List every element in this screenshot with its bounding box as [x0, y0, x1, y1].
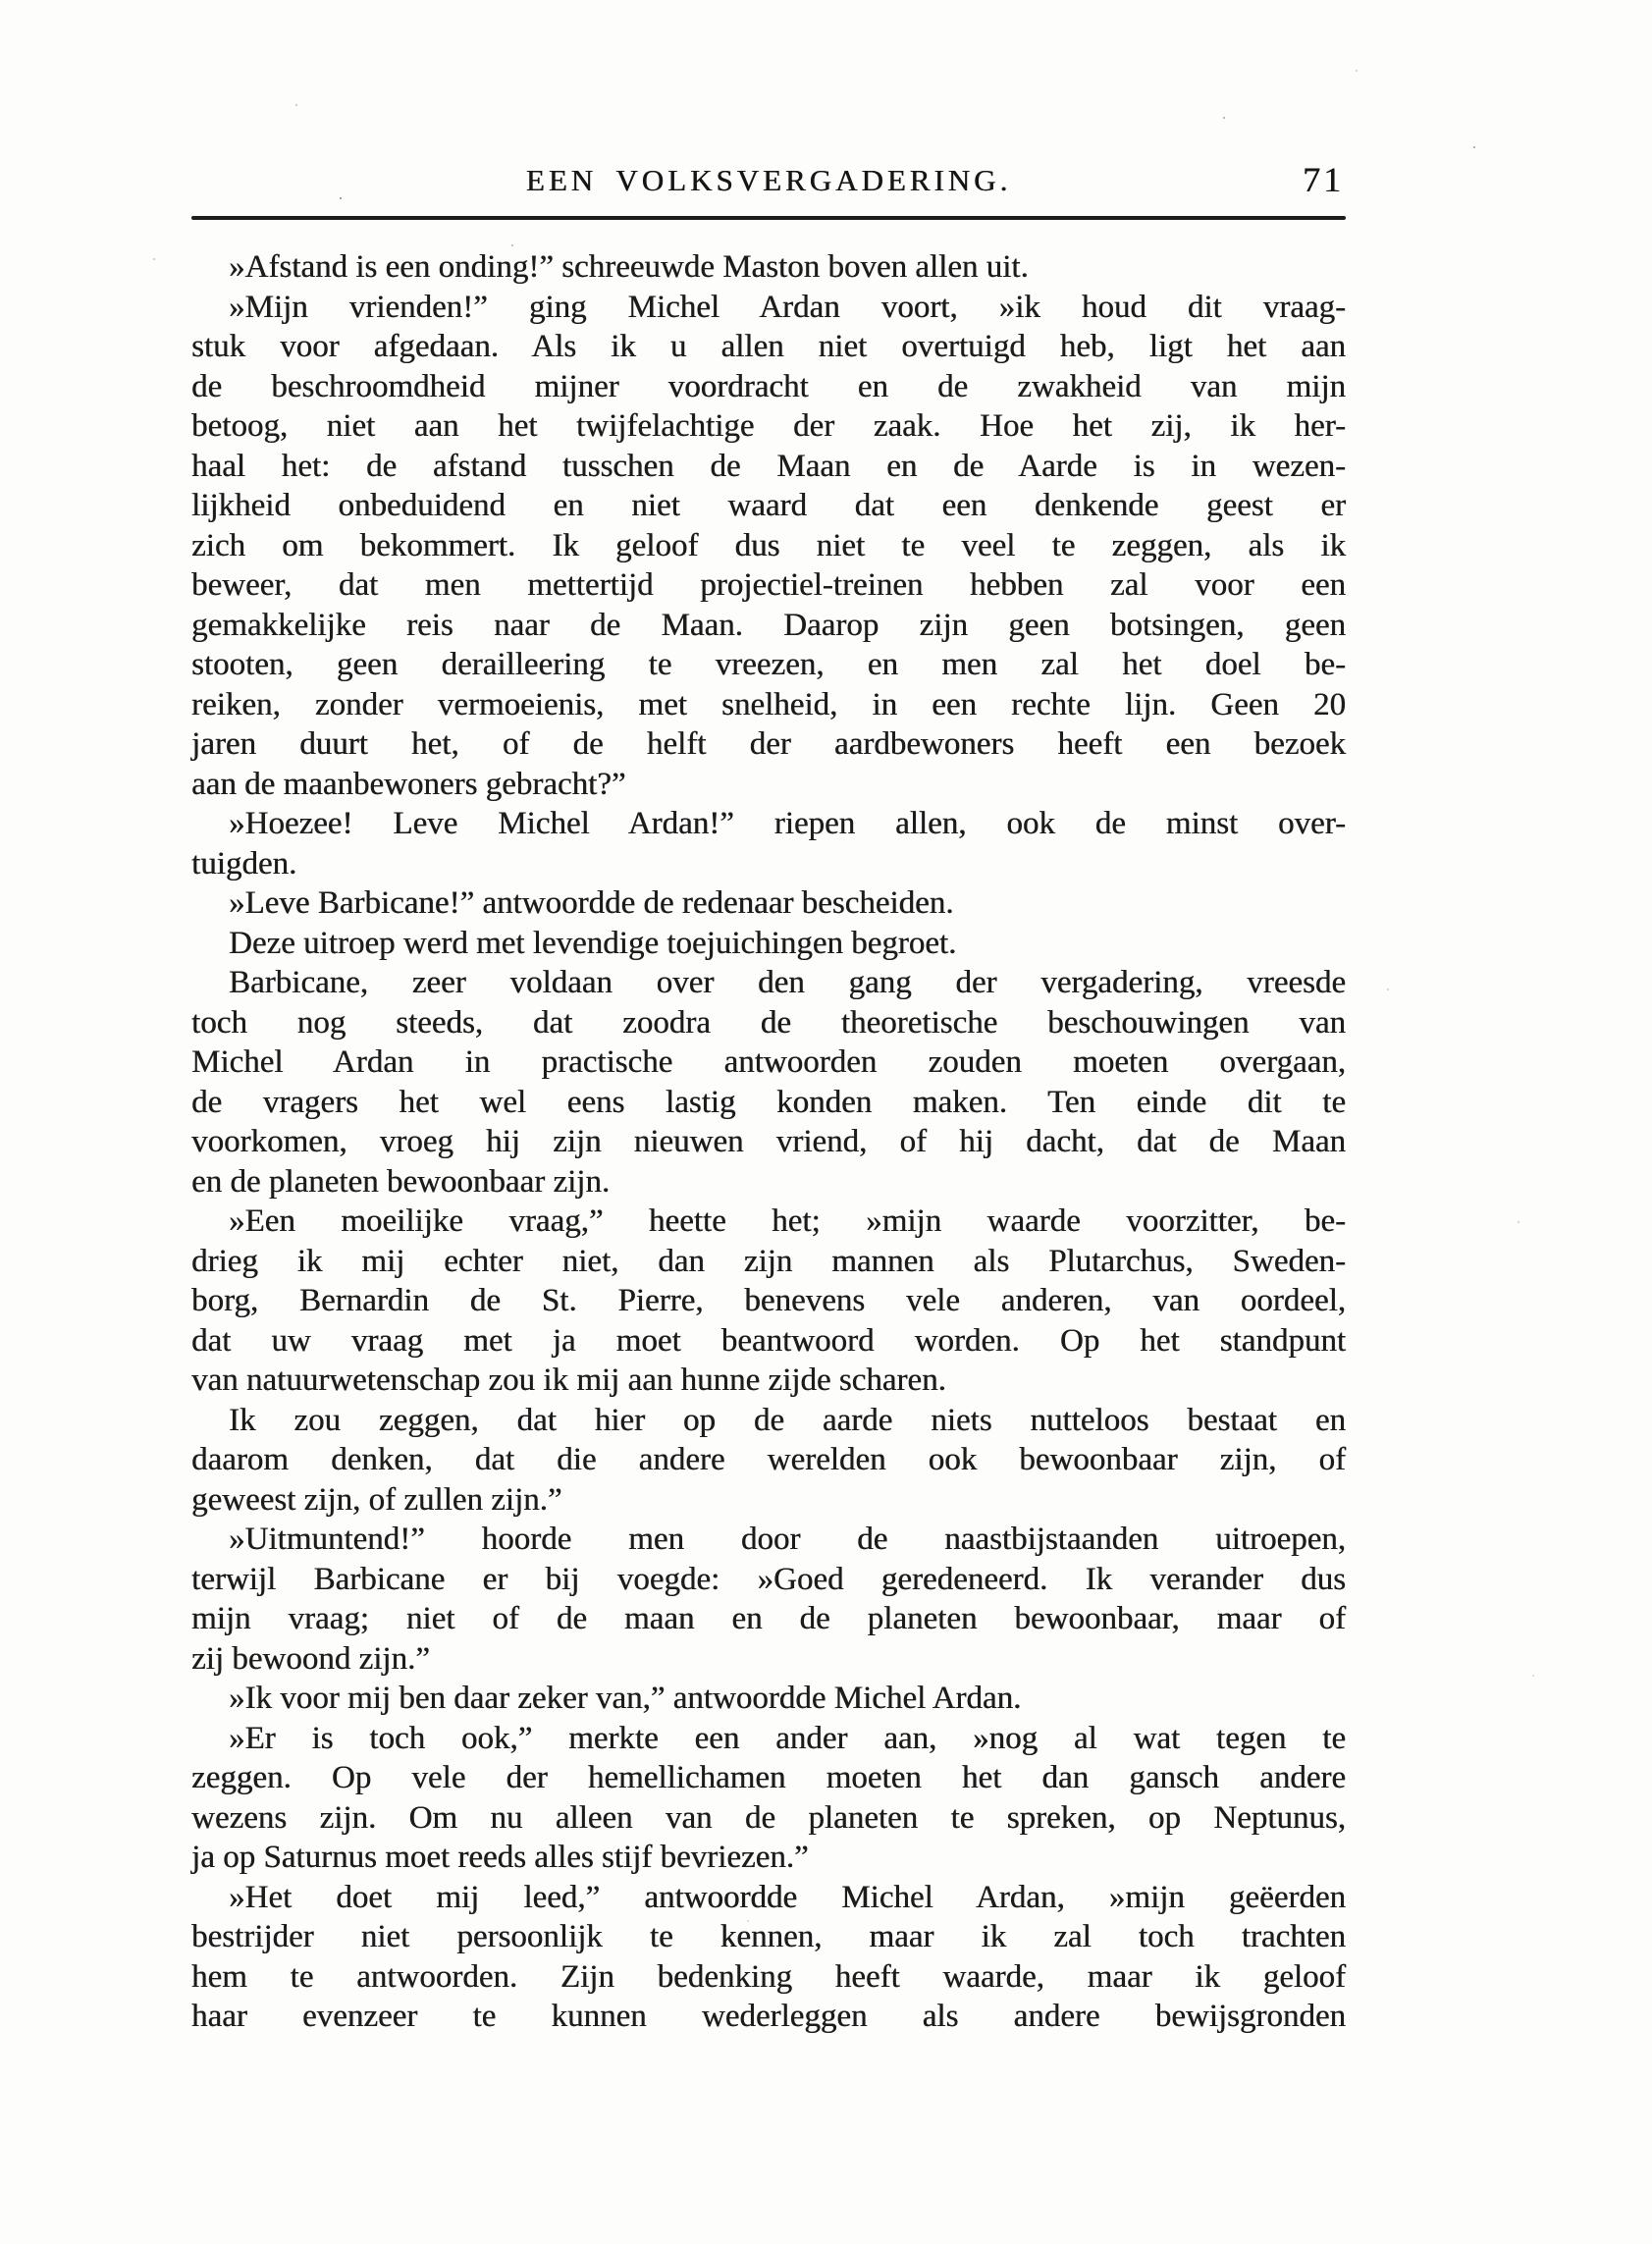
text-line: tuigden.	[191, 845, 297, 882]
text-line: aan de maanbewoners gebracht?”	[191, 766, 626, 802]
text-line: Deze uitroep werd met levendige toejuichingen begroet.	[229, 925, 957, 961]
text-line: geweest zijn, of zullen zijn.”	[191, 1481, 562, 1518]
text-line: »Leve Barbicane!” antwoordde de redenaar bescheiden.	[229, 885, 954, 921]
text-body	[191, 247, 1346, 2037]
text-line: wezens zijn. Om nu alleen van de planeten te spreken, op Neptunus,	[191, 1799, 1346, 1836]
page-number: 71	[1303, 160, 1344, 199]
text-line: beweer, dat men mettertijd projectiel-treinen hebben zal voor een	[191, 567, 1346, 603]
text-line: toch nog steeds, dat zoodra de theoretische beschouwingen van	[191, 1004, 1346, 1041]
text-line: stuk voor afgedaan. Als ik u allen niet overtuigd heb, ligt het aan	[191, 329, 1346, 364]
text-line: terwijl Barbicane er bij voegde: »Goed geredeneerd. Ik verander dus	[191, 1561, 1346, 1597]
text-line: reiken, zonder vermoeienis, met snelheid, in een rechte lijn. Geen 20	[191, 686, 1346, 722]
text-line: ja op Saturnus moet reeds alles stijf bevriezen.”	[191, 1840, 809, 1875]
text-line: lijkheid onbeduidend en niet waard dat een denkende geest er	[191, 488, 1346, 523]
text-line: mijn vraag; niet of de maan en de planeten bewoonbaar, maar of	[191, 1601, 1346, 1636]
text-line: drieg ik mij echter niet, dan zijn mannen als Plutarchus, Sweden-	[191, 1243, 1346, 1279]
text-line: jaren duurt het, of de helft der aardbewoners heeft een bezoek	[191, 726, 1346, 762]
text-line: gemakkelijke reis naar de Maan. Daarop zijn geen botsingen, geen	[191, 607, 1346, 643]
text-line: zeggen. Op vele der hemellichamen moeten het dan gansch andere	[191, 1760, 1346, 1795]
text-line: daarom denken, dat die andere werelden ook bewoonbaar zijn, of	[191, 1442, 1346, 1477]
text-line: haal het: de afstand tusschen de Maan en de Aarde is in wezen-	[191, 448, 1346, 484]
page-header	[191, 160, 1346, 208]
text-line: dat uw vraag met ja moet beantwoord worden. Op het standpunt	[191, 1322, 1346, 1359]
running-title: EEN VOLKSVERGADERING.	[525, 163, 1012, 197]
text-line: van natuurwetenschap zou ik mij aan hunne zijde scharen.	[191, 1362, 946, 1398]
text-line: »Hoezee! Leve Michel Ardan!” riepen allen, ook de minst over-	[229, 806, 1346, 841]
text-line: voorkomen, vroeg hij zijn nieuwen vriend, of hij dacht, dat de Maan	[191, 1124, 1346, 1159]
text-line: »Een moeilijke vraag,” heette het; »mijn waarde voorzitter, be-	[229, 1203, 1346, 1239]
text-line: zich om bekommert. Ik geloof dus niet te veel te zeggen, als ik	[191, 527, 1346, 563]
text-line: Michel Ardan in practische antwoorden zouden moeten overgaan,	[191, 1044, 1346, 1080]
text-line: bestrijder niet persoonlijk te kennen, maar ik zal toch trachten	[191, 1919, 1346, 1954]
text-line: »Mijn vrienden!” ging Michel Ardan voort, »ik houd dit vraag-	[229, 289, 1346, 325]
text-line: borg, Bernardin de St. Pierre, benevens vele anderen, van oordeel,	[191, 1283, 1346, 1318]
text-line: Ik zou zeggen, dat hier op de aarde niets nutteloos bestaat en	[229, 1402, 1346, 1438]
text-line: hem te antwoorden. Zijn bedenking heeft waarde, maar ik geloof	[191, 1958, 1346, 1995]
text-line: Barbicane, zeer voldaan over den gang der vergadering, vreesde	[229, 965, 1346, 1000]
text-line: »Het doet mij leed,” antwoordde Michel Ardan, »mijn geëerden	[229, 1879, 1346, 1915]
text-line: de beschroomdheid mijner voordracht en de zwakheid van mijn	[191, 368, 1346, 404]
text-line: betoog, niet aan het twijfelachtige der zaak. Hoe het zij, ik her-	[191, 408, 1346, 444]
text-line: en de planeten bewoonbaar zijn.	[191, 1163, 611, 1200]
text-line: stooten, geen derailleering te vreezen, en men zal het doel be-	[191, 647, 1346, 682]
text-line: »Ik voor mij ben daar zeker van,” antwoordde Michel Ardan.	[229, 1681, 1022, 1716]
text-line: »Er is toch ook,” merkte een ander aan, »nog al wat tegen te	[229, 1720, 1346, 1756]
text-line: de vragers het wel eens lastig konden maken. Ten einde dit te	[191, 1084, 1346, 1120]
text-line: zij bewoond zijn.”	[191, 1640, 430, 1677]
scan-speckles	[0, 0, 4, 4]
header-rule	[191, 216, 1346, 220]
text-line: haar evenzeer te kunnen wederleggen als andere bewijsgronden	[191, 1999, 1346, 2034]
text-line: »Uitmuntend!” hoorde men door de naastbijstaanden uitroepen,	[229, 1522, 1346, 1557]
text-line: »Afstand is een onding!” schreeuwde Maston boven allen uit.	[229, 249, 1029, 285]
